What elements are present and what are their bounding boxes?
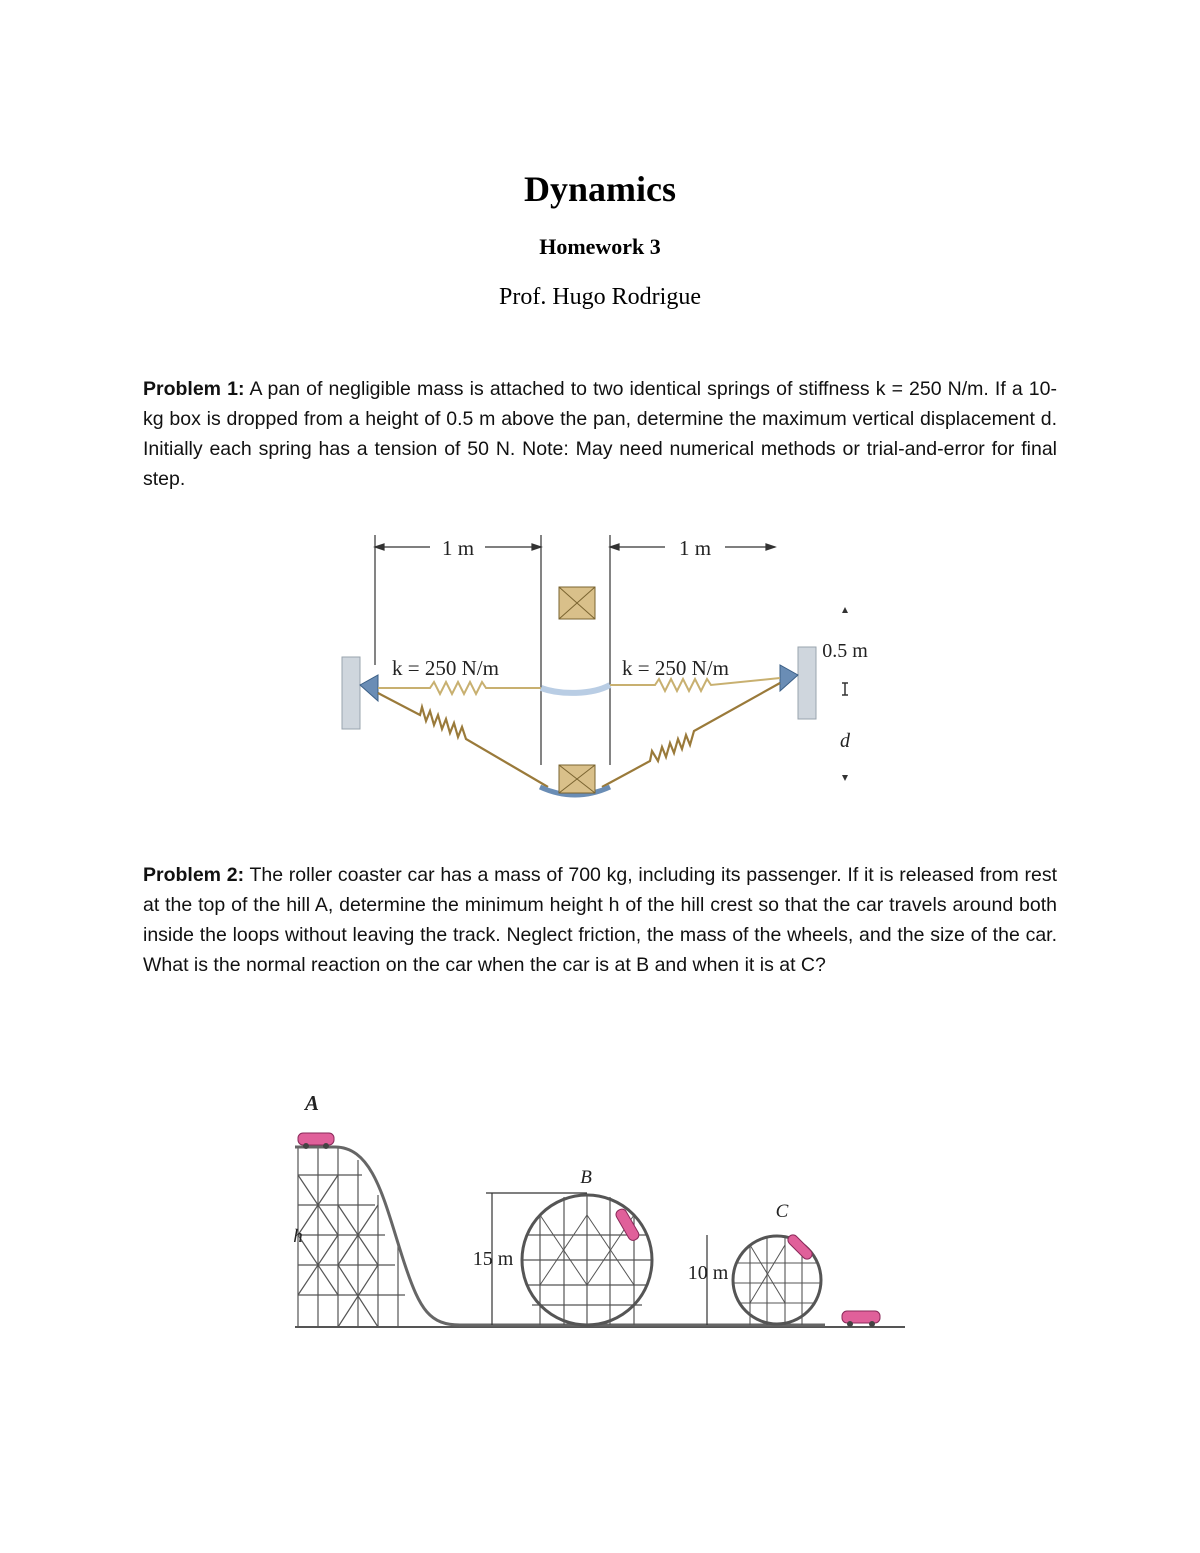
spring-left-label: k = 250 N/m <box>392 656 499 680</box>
spring-pan-figure <box>330 525 890 805</box>
page-title: Dynamics <box>524 169 676 209</box>
spring-right-label: k = 250 N/m <box>622 656 729 680</box>
left-wall <box>342 657 378 729</box>
car-at-b <box>614 1207 641 1242</box>
problem-1-text: A pan of negligible mass is attached to two identical springs of stiffness k = 250 N/m. If a 10-kg box is dropped from a height of 0.5 m above the pan, determine the maximum vertical displacement d. Initially each spring has a tension of 50 N. Note: May need numerical methods or trial-and-error for final step. <box>143 378 1057 490</box>
box-top <box>559 587 595 619</box>
car-at-c <box>786 1233 814 1261</box>
right-wall <box>780 647 816 719</box>
problem-2-text: The roller coaster car has a mass of 700 kg, including its passenger. If it is released from rest at the top of the hill A, determine the minimum height h of the hill crest so that the car travels around both inside the loops without leaving the track. Neglect friction, the mass of the wheels, and the size of the car. What is the normal reaction on the car when the car is at B and when it is at C? <box>143 864 1057 976</box>
box-bottom <box>559 765 595 793</box>
loop-c-height-label: 10 m <box>687 1262 729 1284</box>
track <box>295 1147 825 1325</box>
initial-springs <box>378 678 780 694</box>
dim-right-label: 1 m <box>678 536 712 560</box>
page-subtitle: Homework 3 <box>539 234 661 259</box>
dim-left-label: 1 m <box>441 536 475 560</box>
problem-1 <box>143 374 1057 494</box>
loop-b-height-label: 15 m <box>472 1248 514 1270</box>
point-b-label: B <box>580 1167 592 1188</box>
vertical-dimension-markers <box>842 607 848 781</box>
hill-height-label: h <box>293 1226 303 1247</box>
point-a-label: A <box>304 1091 320 1115</box>
hill-scaffold <box>298 1147 405 1327</box>
roller-coaster-figure <box>280 1085 910 1345</box>
problem-2-label: Problem 2: <box>143 864 245 886</box>
dimension-lines <box>375 535 775 765</box>
height-label: 0.5 m <box>822 640 868 662</box>
problem-2 <box>143 860 1057 980</box>
author-name: Prof. Hugo Rodrigue <box>499 284 701 310</box>
loop-b <box>522 1195 652 1325</box>
point-c-label: C <box>775 1201 789 1222</box>
displacement-label: d <box>840 730 850 752</box>
problem-1-label: Problem 1: <box>143 378 245 400</box>
car-exit <box>842 1311 880 1327</box>
